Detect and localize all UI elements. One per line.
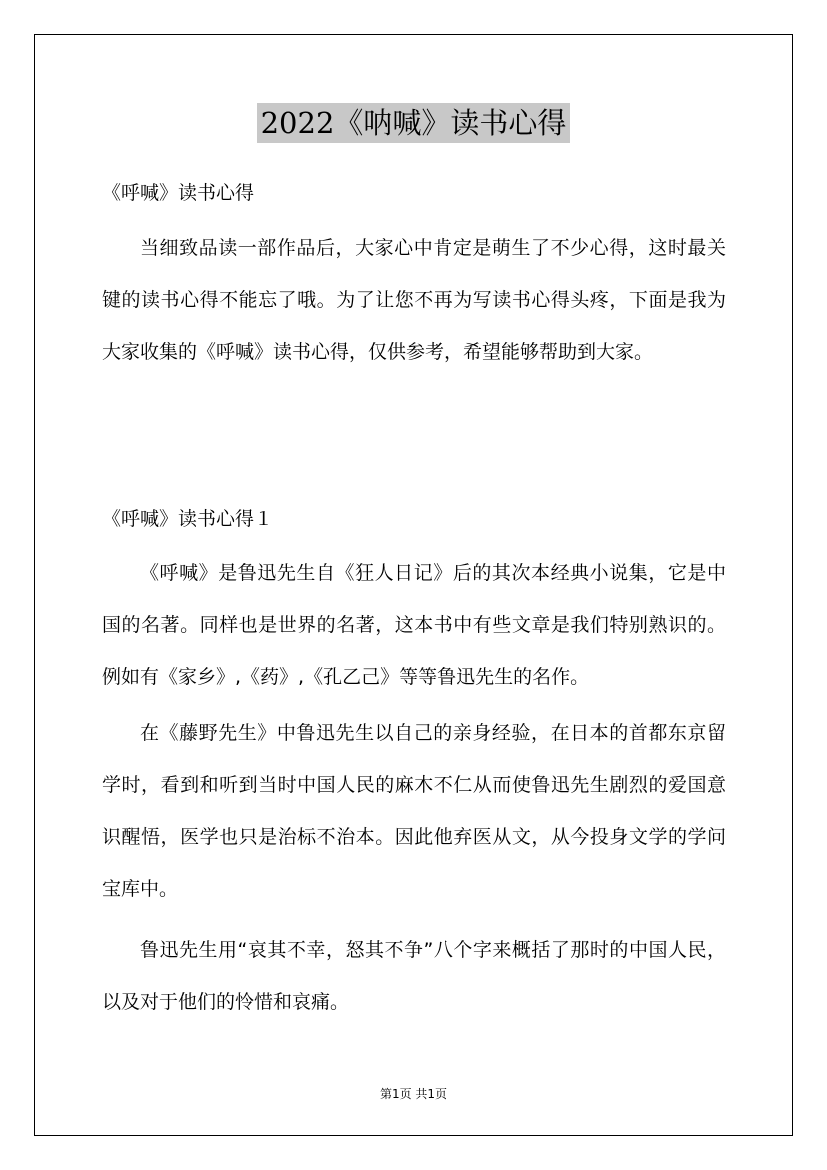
section1-paragraph: 《呼喊》是鲁迅先生自《狂人日记》后的其次本经典小说集，它是中国的名著。同样也是世界的名著，这本书中有些文章是我们特别熟识的。例如有《家乡》,《药》,《孔乙己》等等鲁迅先生的名作。 [102,562,726,688]
section1-heading: 《呼喊》读书心得１ [102,508,274,530]
section1-paragraph: 在《藤野先生》中鲁迅先生以自己的亲身经验，在日本的首都东京留学时，看到和听到当时中国人民的麻木不仁从而使鲁迅先生剧烈的爱国意识醒悟，医学也只是治标不治本。因此他弃医从文，从今投身文学的学问宝库中。 [102,722,726,900]
document-title-wrap [0,103,827,143]
intro-heading: 《呼喊》读书心得 [102,182,255,204]
intro-paragraph: 当细致品读一部作品后，大家心中肯定是萌生了不少心得，这时最关键的读书心得不能忘了哦。为了让您不再为写读书心得头疼，下面是我为大家收集的《呼喊》读书心得，仅供参考，希望能够帮助到大家。 [102,237,726,363]
document-title: 2022《呐喊》读书心得 [257,103,571,143]
page-footer: 第1页 共1页 [379,1087,448,1101]
section1-paragraph: 鲁迅先生用“哀其不幸，怒其不争”八个字来概括了那时的中国人民，以及对于他们的怜惜和哀痛。 [102,939,726,1013]
